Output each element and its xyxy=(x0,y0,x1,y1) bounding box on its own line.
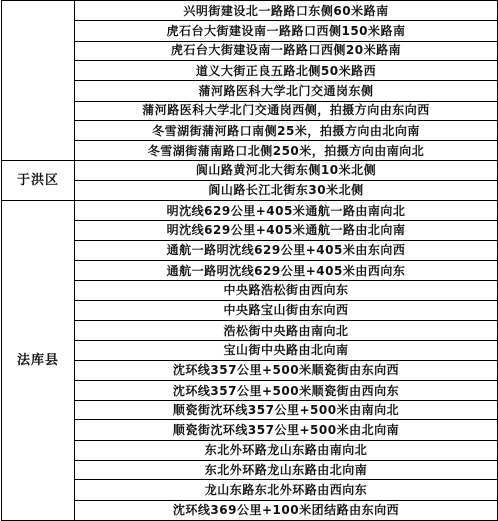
location-cell: 沈环线357公里+500米顺瓷街由西向东 xyxy=(75,380,498,400)
table-row xyxy=(2,401,498,420)
table-row xyxy=(2,120,498,140)
location-cell: 虎石台大街建设南一路路口西侧20米路南 xyxy=(75,41,498,60)
table-row xyxy=(2,461,498,480)
location-cell: 冬雪湖街蒲河路口南侧25米，拍摄方向由北向南 xyxy=(75,120,498,140)
table-row xyxy=(2,141,498,161)
table-row xyxy=(2,341,498,360)
table-row xyxy=(2,101,498,120)
location-table xyxy=(1,0,498,521)
location-cell: 冬雪湖街蒲南路口北侧250米，拍摄方向由南向北 xyxy=(75,141,498,161)
location-cell: 东北外环路龙山东路由南向北 xyxy=(75,440,498,460)
location-cell: 阆山路长江北街东30米北侧 xyxy=(75,180,498,200)
table-row xyxy=(2,180,498,200)
location-cell: 道义大街正良五路北侧50米路西 xyxy=(75,60,498,80)
location-cell: 兴明街建设北一路路口东侧60米路南 xyxy=(75,1,498,21)
table-row xyxy=(2,81,498,101)
location-cell: 宝山街中央路由北向南 xyxy=(75,341,498,360)
table-row xyxy=(2,221,498,240)
table-row xyxy=(2,60,498,80)
table-row xyxy=(2,480,498,500)
location-cell: 沈环线369公里+100米团结路由东向西 xyxy=(75,500,498,520)
location-cell: 中央路宝山街由东向西 xyxy=(75,300,498,320)
district-cell xyxy=(2,1,75,161)
location-cell: 浩松街中央路由南向北 xyxy=(75,320,498,340)
location-cell: 阆山路黄河北大街东侧10米北侧 xyxy=(75,161,498,180)
location-cell: 东北外环路龙山东路由北向南 xyxy=(75,461,498,480)
location-cell: 虎石台大街建设南一路路口西侧150米路南 xyxy=(75,21,498,41)
table-row xyxy=(2,161,498,180)
table-row xyxy=(2,500,498,520)
district-cell: 法库县 xyxy=(2,201,75,521)
location-cell: 明沈线629公里+405米通航一路由北向南 xyxy=(75,221,498,240)
table-row xyxy=(2,380,498,400)
location-cell: 顺瓷街沈环线357公里+500米由北向南 xyxy=(75,420,498,440)
table-row xyxy=(2,320,498,340)
table-row xyxy=(2,420,498,440)
location-cell: 通航一路明沈线629公里+405米由西向东 xyxy=(75,261,498,281)
table-row xyxy=(2,201,498,221)
location-cell: 蒲河路医科大学北门交通岗东侧 xyxy=(75,81,498,101)
table-row xyxy=(2,281,498,300)
table-row xyxy=(2,1,498,21)
table-row xyxy=(2,240,498,260)
district-cell: 于洪区 xyxy=(2,161,75,201)
location-cell: 沈环线357公里+500米顺瓷街由东向西 xyxy=(75,360,498,380)
table-row xyxy=(2,21,498,41)
location-cell: 中央路浩松街由西向东 xyxy=(75,281,498,300)
location-cell: 通航一路明沈线629公里+405米由东向西 xyxy=(75,240,498,260)
table-row xyxy=(2,300,498,320)
table-row xyxy=(2,261,498,281)
location-cell: 蒲河路医科大学北门交通岗西侧，拍摄方向由东向西 xyxy=(75,101,498,120)
table-row xyxy=(2,440,498,460)
table-row xyxy=(2,360,498,380)
table-row xyxy=(2,41,498,60)
location-cell: 龙山东路东北外环路由西向东 xyxy=(75,480,498,500)
location-cell: 顺瓷街沈环线357公里+500米由南向北 xyxy=(75,401,498,420)
location-cell: 明沈线629公里+405米通航一路由南向北 xyxy=(75,201,498,221)
